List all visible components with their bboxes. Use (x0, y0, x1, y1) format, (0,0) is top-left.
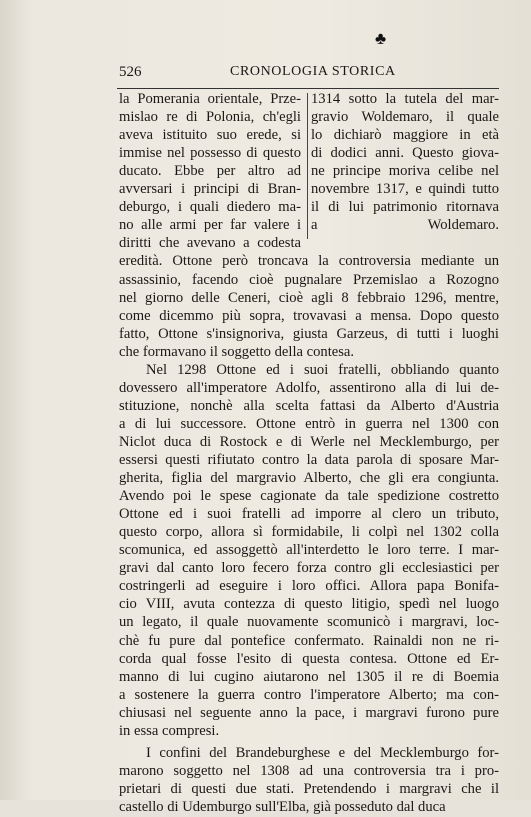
left-column-line: diritti che avevano a codesta (119, 235, 301, 252)
right-column-line: gravio Woldemaro, il quale (311, 109, 499, 126)
body-line: a di lui successore. Ottone entrò in guerra nel 1300 con (119, 415, 499, 432)
body-line: nel giorno delle Ceneri, cioè agli 8 febbraio 1296, mentre, (119, 289, 499, 306)
body-line: come dicemmo più sopra, trovavasi a mensa. Dopo questo (119, 307, 499, 324)
left-column-line: la Pomerania orientale, Prze- (119, 91, 301, 107)
body-line: costringerli ad eseguire i loro offici. Allora papa Bonifa- (119, 578, 499, 595)
body-line: eredità. Ottone però troncava la controversia mediante un (119, 253, 499, 270)
left-column-line: ducato. Ebbe per altro ad (119, 163, 301, 180)
body-line: scomunica, ed assoggettò all'interdetto le loro terre. I mar- (119, 542, 499, 559)
right-column-line: a Woldemaro. (311, 217, 499, 234)
body-line: assassinio, facendo cioè pugnalare Przemislao a Rozogno (119, 271, 499, 288)
body-line: in essa compresi. (119, 722, 220, 739)
body-line: essersi questi rifiutato contro la data parola di sposare Mar- (119, 452, 499, 468)
ink-speck-icon: ♣ (375, 29, 387, 48)
body-line: I confini del Brandeburghese e del Mecklemburgo for- (146, 744, 499, 761)
page-number: 526 (119, 64, 142, 80)
right-column-line: di dodici anni. Questo giova- (311, 145, 499, 162)
left-column-line: deburgo, i quali diedero ma- (119, 199, 301, 216)
body-line: fatto, Ottone s'insignoriva, giusta Garzeus, di tutti i luoghi (119, 325, 499, 342)
body-line: prietari di questi due stati. Pretendendo i margravi che il (119, 780, 499, 797)
left-column-line: no alle armi per far valere i (119, 217, 301, 234)
body-line: manno di lui cugino aiutarono nel 1305 il re di Boemia (119, 668, 499, 685)
column-divider (307, 93, 308, 239)
body-line: questo corpo, allora sì formidabile, li colpì nel 1302 colla (119, 524, 499, 541)
body-line: chè fu pure dal pontefice confermato. Rainaldi non ne ri- (119, 632, 499, 649)
right-column-line: ne principe moriva celibe nel (311, 163, 499, 180)
right-column-line: 1314 sotto la tutela del mar- (311, 91, 499, 107)
body-line: che formavano il soggetto della contesa. (119, 343, 355, 360)
body-line: cio VIII, avuta contezza di questo litigio, spedì nel luogo (119, 596, 499, 613)
body-line: marono soggetto nel 1308 ad una controversia tra i pro- (119, 762, 499, 779)
left-column-line: avversari i principi di Bran- (119, 181, 301, 198)
right-column-line: lo dichiarò maggiore in età (311, 127, 499, 144)
body-line: Ottone ed i suoi fratelli ad imporre al clero un tributo, (119, 506, 499, 523)
left-column-line: aveva istituito suo erede, si (119, 127, 301, 144)
body-line: dovessero all'imperatore Adolfo, assentirono alla di lui de- (119, 379, 499, 396)
running-title: CRONOLOGIA STORICA (230, 64, 396, 79)
body-line: castello di Udemburgo sull'Elba, già posseduto dal duca (119, 798, 446, 815)
left-column-line: mislao re di Polonia, ch'egli (119, 109, 301, 126)
body-line: chiusasi nel seguente anno la pace, i margravi furono pure (119, 704, 499, 721)
body-line: Avendo poi le spese cagionate da tale spedizione costretto (119, 488, 499, 505)
body-line: Niclot duca di Rostock e di Werle nel Mecklemburgo, per (119, 433, 499, 450)
right-column-line: il di lui patrimonio ritornava (311, 199, 499, 216)
body-line: gravi dal canto loro fecero forza contro gli ecclesiastici per (119, 560, 499, 577)
right-column-line: novembre 1317, e quindi tutto (311, 181, 499, 198)
body-line: gherita, figlia del margravio Alberto, che gli era congiunta. (119, 470, 499, 487)
body-line: corda qual fosse l'esito di questa contesa. Ottone ed Er- (119, 650, 499, 667)
body-line: a sostenere la guerra contro l'imperatore Alberto; ma con- (119, 686, 499, 703)
body-line: Nel 1298 Ottone ed i suoi fratelli, obbliando quanto (146, 361, 499, 378)
left-column-line: immise nel possesso di questo (119, 145, 301, 162)
body-line: stituzione, nonchè alla scelta fattasi da Alberto d'Austria (119, 397, 499, 414)
body-line: un legato, il quale nuovamente scomunicò i margravi, loc- (119, 614, 499, 631)
